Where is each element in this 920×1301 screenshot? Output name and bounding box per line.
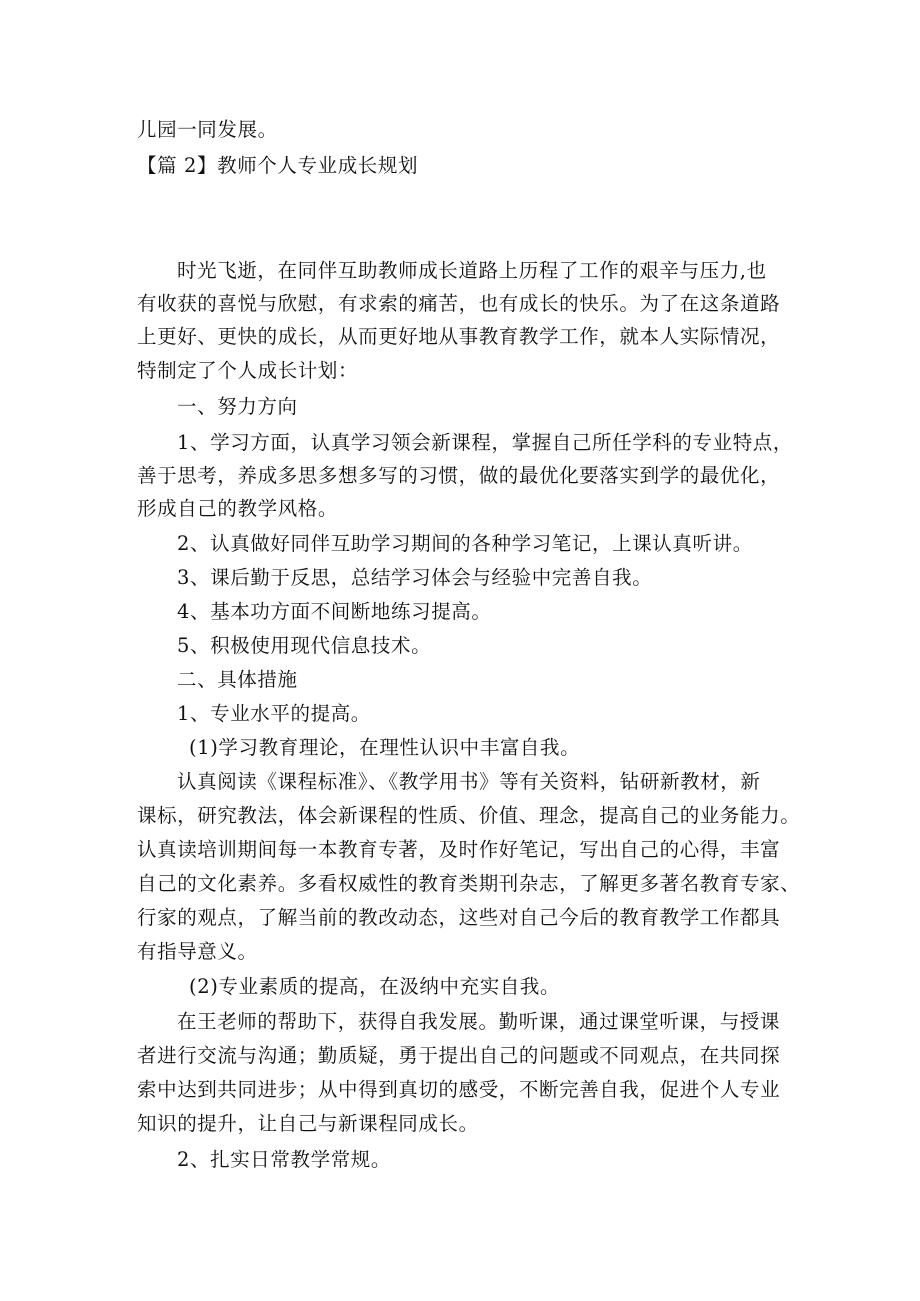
list-item: 1、专业水平的提高。 — [177, 702, 371, 725]
list-item: (2)专业素质的提高，在汲纳中充实自我。 — [189, 975, 561, 998]
list-item: (1)学习教育理论，在理性认识中丰富自我。 — [189, 736, 581, 759]
text-line: 儿园一同发展。 — [137, 118, 278, 141]
paragraph-line: 有指导意义。 — [137, 940, 258, 963]
paragraph-line: 自己的文化素养。多看权威性的教育类期刊杂志，了解更多著名教育专家、 — [137, 872, 801, 895]
paragraph-line: 认真读培训期间每一本教育专著，及时作好笔记，写出自己的心得，丰富 — [137, 838, 781, 861]
list-item: 2、认真做好同伴互助学习期间的各种学习笔记，上课认真听讲。 — [177, 532, 753, 555]
paragraph-line: 时光飞逝，在同伴互助教师成长道路上历程了工作的艰辛与压力,也 — [177, 259, 767, 282]
list-item: 3、课后勤于反思，总结学习体会与经验中完善自我。 — [177, 566, 653, 589]
paragraph-line: 上更好、更快的成长，从而更好地从事教育教学工作，就本人实际情况， — [137, 325, 781, 348]
paragraph-line: 特制定了个人成长计划： — [137, 359, 359, 382]
paragraph-line: 者进行交流与沟通；勤质疑，勇于提出自己的问题或不同观点，在共同探 — [137, 1044, 781, 1067]
paragraph-line: 1、学习方面，认真学习领会新课程，掌握自己所任学科的专业特点， — [177, 431, 794, 454]
paragraph-line: 善于思考，养成多思多想多写的习惯，做的最优化要落实到学的最优化， — [137, 464, 781, 487]
subheading: 一、努力方向 — [177, 395, 298, 418]
paragraph-line: 有收获的喜悦与欣慰，有求索的痛苦，也有成长的快乐。为了在这条道路 — [137, 292, 781, 315]
subheading: 二、具体措施 — [177, 668, 298, 691]
paragraph-line: 知识的提升，让自己与新课程同成长。 — [137, 1112, 479, 1135]
paragraph-line: 索中达到共同进步；从中得到真切的感受，不断完善自我，促进个人专业 — [137, 1078, 781, 1101]
paragraph-line: 形成自己的教学风格。 — [137, 497, 339, 520]
list-item: 5、积极使用现代信息技术。 — [177, 634, 432, 657]
list-item: 2、扎实日常教学常规。 — [177, 1148, 392, 1171]
list-item: 4、基本功方面不间断地练习提高。 — [177, 600, 492, 623]
paragraph-line: 在王老师的帮助下，获得自我发展。勤听课，通过课堂听课，与授课 — [177, 1010, 781, 1033]
section-heading: 【篇 2】教师个人专业成长规划 — [137, 154, 419, 177]
paragraph-line: 认真阅读《课程标准》、《教学用书》等有关资料，钻研新教材，新 — [177, 770, 761, 793]
paragraph-line: 行家的观点，了解当前的教改动态，这些对自己今后的教育教学工作都具 — [137, 906, 781, 929]
paragraph-line: 课标，研究教法，体会新课程的性质、价值、理念，提高自己的业务能力。 — [137, 804, 801, 827]
